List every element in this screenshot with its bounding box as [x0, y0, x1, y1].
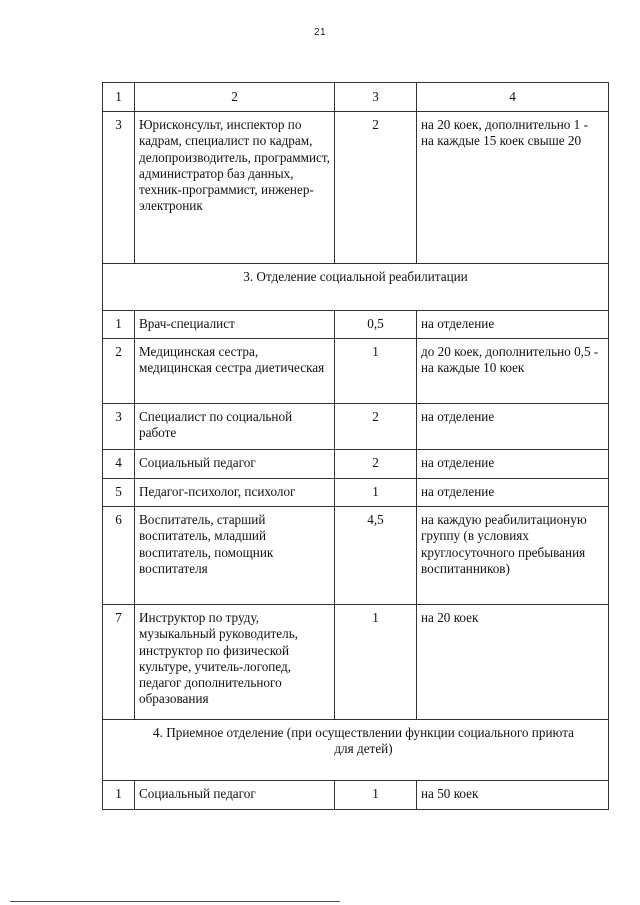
page-number: 21	[313, 27, 327, 38]
table-row	[103, 507, 609, 605]
row-norm: на отделение	[417, 479, 609, 507]
row-number: 3	[103, 112, 135, 264]
row-quantity: 1	[335, 605, 417, 720]
header-col-2: 2	[135, 83, 335, 112]
row-number: 3	[103, 404, 135, 450]
table-row	[103, 112, 609, 264]
table-row	[103, 781, 609, 810]
row-norm: на отделение	[417, 450, 609, 479]
row-quantity: 1	[335, 781, 417, 810]
row-norm: на 50 коек	[417, 781, 609, 810]
row-norm: на 20 коек	[417, 605, 609, 720]
table-row	[103, 404, 609, 450]
section-3-title: 3. Отделение социальной реабилитации	[103, 264, 609, 311]
row-norm: на 20 коек, дополнительно 1 - на каждые 15 коек свыше 20	[417, 112, 609, 264]
row-number: 6	[103, 507, 135, 605]
row-norm: на каждую реабилитационую группу (в условиях круглосуточного пребывания воспитанников)	[417, 507, 609, 605]
section-heading-row	[103, 264, 609, 311]
row-quantity: 0,5	[335, 311, 417, 339]
table-header-row	[103, 83, 609, 112]
row-norm: на отделение	[417, 311, 609, 339]
row-quantity: 2	[335, 404, 417, 450]
header-col-3: 3	[335, 83, 417, 112]
row-number: 2	[103, 339, 135, 404]
row-position: Социальный педагог	[135, 450, 335, 479]
row-position: Специалист по социальной работе	[135, 404, 335, 450]
row-position: Юрисконсульт, инспектор по кадрам, специалист по кадрам, делопроизводитель, программист, администратор баз данных, техник-программист, инженер-электроник	[135, 112, 335, 264]
table-row	[103, 479, 609, 507]
row-number: 1	[103, 311, 135, 339]
row-quantity: 2	[335, 450, 417, 479]
row-norm: до 20 коек, дополнительно 0,5 - на каждые 10 коек	[417, 339, 609, 404]
row-number: 5	[103, 479, 135, 507]
row-position: Инструктор по труду, музыкальный руководитель, инструктор по физической культуре, учитель-логопед, педагог дополнительного образования	[135, 605, 335, 720]
section-4-title: 4. Приемное отделение (при осуществлении функции социального приюта для детей)	[103, 720, 609, 781]
row-norm: на отделение	[417, 404, 609, 450]
row-position: Медицинская сестра, медицинская сестра диетическая	[135, 339, 335, 404]
section-heading-row	[103, 720, 609, 781]
row-position: Социальный педагог	[135, 781, 335, 810]
table-row	[103, 450, 609, 479]
row-number: 4	[103, 450, 135, 479]
row-quantity: 2	[335, 112, 417, 264]
row-quantity: 1	[335, 339, 417, 404]
table-row	[103, 339, 609, 404]
footer-rule	[10, 901, 340, 902]
row-position: Воспитатель, старший воспитатель, младший воспитатель, помощник воспитателя	[135, 507, 335, 605]
staffing-table	[102, 82, 609, 810]
table-row	[103, 311, 609, 339]
header-col-1: 1	[103, 83, 135, 112]
row-position: Врач-специалист	[135, 311, 335, 339]
table-row	[103, 605, 609, 720]
row-number: 1	[103, 781, 135, 810]
row-quantity: 1	[335, 479, 417, 507]
row-position: Педагог-психолог, психолог	[135, 479, 335, 507]
row-quantity: 4,5	[335, 507, 417, 605]
row-number: 7	[103, 605, 135, 720]
header-col-4: 4	[417, 83, 609, 112]
